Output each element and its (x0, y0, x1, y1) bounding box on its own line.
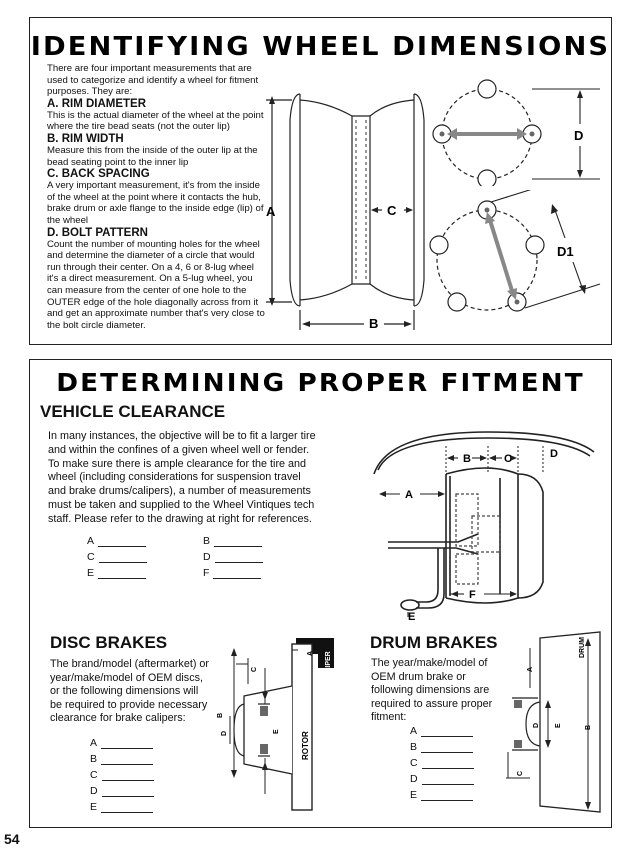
rim-diameter-heading: A. RIM DIAMETER (47, 97, 147, 110)
vc-blank-label: D (203, 551, 211, 563)
vc-blank-label: A (87, 535, 95, 547)
disc-blank-label: C (90, 769, 98, 781)
blank-line[interactable] (102, 771, 154, 781)
blank-line[interactable] (421, 743, 473, 753)
label-f: F (469, 589, 476, 601)
blank-line[interactable] (422, 775, 474, 785)
label-d: D (221, 730, 228, 736)
blank-line[interactable] (99, 553, 147, 563)
drum-blank-c[interactable] (410, 754, 474, 769)
section-title-proper-fitment: DETERMINING PROPER FITMENT (56, 368, 585, 397)
blank-line[interactable] (213, 569, 261, 579)
label-e: E (555, 723, 562, 728)
drum-blank-label: B (410, 741, 418, 753)
blank-line[interactable] (422, 759, 474, 769)
drum-blank-label: D (410, 773, 418, 785)
label-d: D (574, 128, 584, 143)
vc-blank-e[interactable] (87, 564, 146, 579)
disc-blank-label: B (90, 753, 98, 765)
caliper-label: CALIPER (325, 651, 332, 682)
disc-blank-d[interactable] (90, 782, 154, 797)
page-number: 54 (4, 831, 20, 847)
intro-paragraph: There are four important measurements that are used to categorize and identify a wheel for fitment purposes. They are: (47, 63, 259, 98)
disc-blank-e[interactable] (90, 798, 153, 813)
vc-blank-d[interactable] (203, 548, 263, 563)
blank-line[interactable] (214, 537, 262, 547)
drum-blank-e[interactable] (410, 786, 473, 801)
vc-blank-b[interactable] (203, 532, 262, 547)
vc-blank-label: C (87, 551, 95, 563)
label-b: B (585, 724, 592, 730)
label-b: B (463, 453, 471, 465)
label-d: D (550, 448, 558, 460)
vc-blank-c[interactable] (87, 548, 147, 563)
wheel-dimensions-text (47, 63, 267, 331)
label-c: C (504, 453, 512, 465)
vc-blank-label: F (203, 567, 210, 579)
drum-brake-diagram (500, 628, 605, 818)
disc-brake-diagram (208, 634, 338, 814)
label-e: E (408, 611, 416, 622)
disc-blank-label: D (90, 785, 98, 797)
blank-line[interactable] (101, 803, 153, 813)
disc-blank-b[interactable] (90, 750, 153, 765)
label-c: C (517, 770, 524, 776)
drum-blank-label: C (410, 757, 418, 769)
label-d1: D1 (557, 244, 574, 259)
bolt-pattern-heading: D. BOLT PATTERN (47, 226, 148, 239)
drum-blank-d[interactable] (410, 770, 474, 785)
back-spacing-heading: C. BACK SPACING (47, 168, 150, 181)
label-a: A (405, 489, 413, 501)
wheel-profile-diagram (252, 80, 442, 330)
four-lug-bolt-pattern-diagram (425, 76, 605, 186)
drum-label: DRUM (579, 637, 586, 658)
label-e: E (273, 729, 280, 734)
blank-line[interactable] (421, 791, 473, 801)
drum-blank-a[interactable] (410, 722, 473, 737)
rim-width-text: Measure this from the inside of the outer lip at the bead seating point to the inner lip (47, 144, 258, 168)
rim-width-heading: B. RIM WIDTH (47, 132, 124, 145)
blank-line[interactable] (102, 787, 154, 797)
label-a: A (307, 650, 314, 656)
blank-line[interactable] (98, 569, 146, 579)
vehicle-clearance-diagram (368, 412, 600, 622)
drum-brakes-text: The year/make/model of OEM drum brake or following dimensions are required to assure proper fitment: (371, 657, 493, 723)
label-a: A (527, 666, 534, 672)
vehicle-clearance-heading: VEHICLE CLEARANCE (40, 402, 226, 421)
vc-blank-label: B (203, 535, 211, 547)
blank-line[interactable] (101, 755, 153, 765)
rim-diameter-text: This is the actual diameter of the wheel at the point where the tire bead seats (not the outer lip) (47, 109, 264, 133)
disc-blank-a[interactable] (90, 734, 153, 749)
drum-brakes-heading: DRUM BRAKES (370, 633, 498, 652)
rotor-label: ROTOR (301, 731, 310, 760)
blank-line[interactable] (98, 537, 146, 547)
label-c: C (387, 203, 397, 218)
section-title-wheel-dimensions: IDENTIFYING WHEEL DIMENSIONS (30, 32, 611, 62)
blank-line[interactable] (215, 553, 263, 563)
label-b: B (217, 712, 224, 718)
vc-blank-label: E (87, 567, 95, 579)
blank-line[interactable] (101, 739, 153, 749)
five-lug-bolt-pattern-diagram (425, 190, 605, 320)
wheel-dimensions-panel (29, 17, 612, 345)
disc-blank-label: E (90, 801, 98, 813)
bolt-pattern-text: Count the number of mounting holes for the wheel and determine the diameter of a circle that would run through their center. On a 4, 6 or 8-lug wheel it's a direct measurement. On a 5-lug wheel, you can measure from the center of one hole to the OUTER edge of the hole diagonally across from it and get an approximate number that's very close to the bolt circle diameter. (47, 238, 265, 331)
disc-blank-label: A (90, 737, 98, 749)
vc-blank-a[interactable] (87, 532, 146, 547)
blank-line[interactable] (421, 727, 473, 737)
label-c: C (251, 666, 258, 672)
label-a: A (266, 204, 276, 219)
vc-blank-f[interactable] (203, 564, 261, 579)
label-b: B (369, 316, 379, 330)
drum-blank-label: A (410, 725, 418, 737)
drum-blank-label: E (410, 789, 418, 801)
disc-blank-c[interactable] (90, 766, 154, 781)
label-d: D (533, 722, 540, 728)
proper-fitment-panel (29, 359, 612, 828)
drum-blank-b[interactable] (410, 738, 473, 753)
disc-brakes-text: The brand/model (aftermarket) or year/make/model of OEM discs, or the following dimensions will be required to provide necessary clearance for brake calipers: (50, 658, 210, 724)
vehicle-clearance-text: In many instances, the objective will be to fit a larger tire and within the confines of a given wheel well or fender. To make sure there is ample clearance for the tire and wheel (including considerations for suspension travel and brake drums/calipers), a number of measurements must be taken and supplied to the Wheel Vintiques tech staff. Please refer to the drawing at right for references. (48, 430, 316, 525)
disc-brakes-heading: DISC BRAKES (50, 633, 168, 652)
back-spacing-text: A very important measurement, it's from the inside of the wheel at the point where it contacts the hub, brake drum or axle flange to the inside edge (lip) of the wheel (47, 180, 264, 226)
